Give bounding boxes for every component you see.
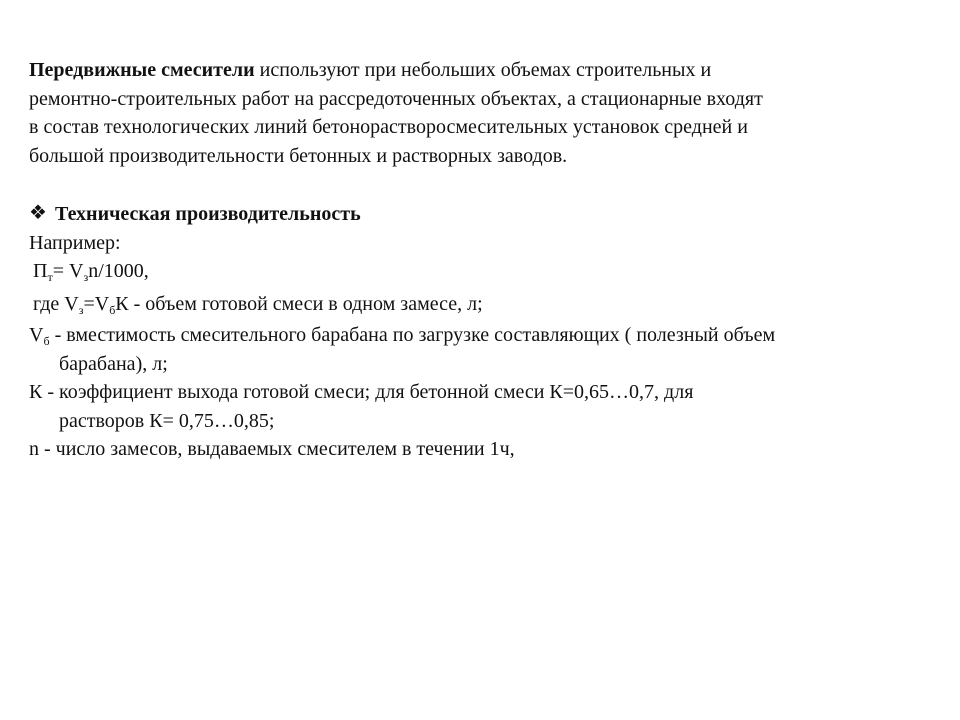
- formula-p-symbol: П: [33, 260, 48, 282]
- definition-k-continuation: растворов К= 0,75…0,85;: [59, 409, 275, 432]
- where-v-subscript: з: [78, 302, 84, 317]
- diamond-bullet-icon: ❖: [29, 200, 47, 224]
- intro-line-3: в состав технологических линий бетонорастворосмесительных установок средней и: [29, 116, 748, 138]
- where-rest: К - объем готовой смеси в одном замесе, л;: [115, 292, 483, 315]
- definition-vb-continuation: барабана), л;: [59, 352, 168, 375]
- intro-line-4: большой производительности бетонных и растворных заводов.: [29, 144, 568, 167]
- formula-v-subscript: з: [83, 270, 89, 284]
- where-equals-v: =V: [83, 292, 110, 315]
- definition-n: [29, 435, 929, 464]
- spacer: [29, 170, 929, 199]
- definition-vb-subscript: б: [43, 334, 50, 348]
- intro-paragraph: [29, 56, 929, 170]
- slide-text-block: [29, 56, 929, 464]
- definition-vb-symbol: V: [29, 324, 44, 346]
- formula-rest: n/1000,: [88, 260, 149, 282]
- where-line: [29, 290, 929, 319]
- intro-line-1: используют при небольших объемах строительных и: [254, 59, 712, 81]
- where-vb-subscript: б: [109, 302, 116, 317]
- section-heading: [29, 199, 929, 229]
- definition-k-text: К - коэффициент выхода готовой смеси; для бетонной смеси К=0,65…0,7, для: [29, 381, 694, 403]
- definition-n-text: n - число замесов, выдаваемых смесителем в течении 1ч,: [29, 438, 515, 460]
- formula-line: [29, 257, 929, 286]
- formula-p-subscript: т: [47, 270, 53, 284]
- intro-bold-term: Передвижные смесители: [29, 59, 255, 81]
- section-heading-text: Техническая производительность: [55, 203, 361, 225]
- example-label: Например:: [29, 231, 121, 254]
- definition-vb: [29, 321, 929, 378]
- definition-k: [29, 378, 929, 435]
- where-prefix: где V: [33, 292, 79, 315]
- formula-equals-v: = V: [52, 260, 84, 282]
- intro-line-2: ремонтно-строительных работ на рассредоточенных объектах, а стационарные входят: [29, 87, 763, 110]
- definition-vb-text: - вместимость смесительного барабана по загрузке составляющих ( полезный объем: [49, 324, 776, 346]
